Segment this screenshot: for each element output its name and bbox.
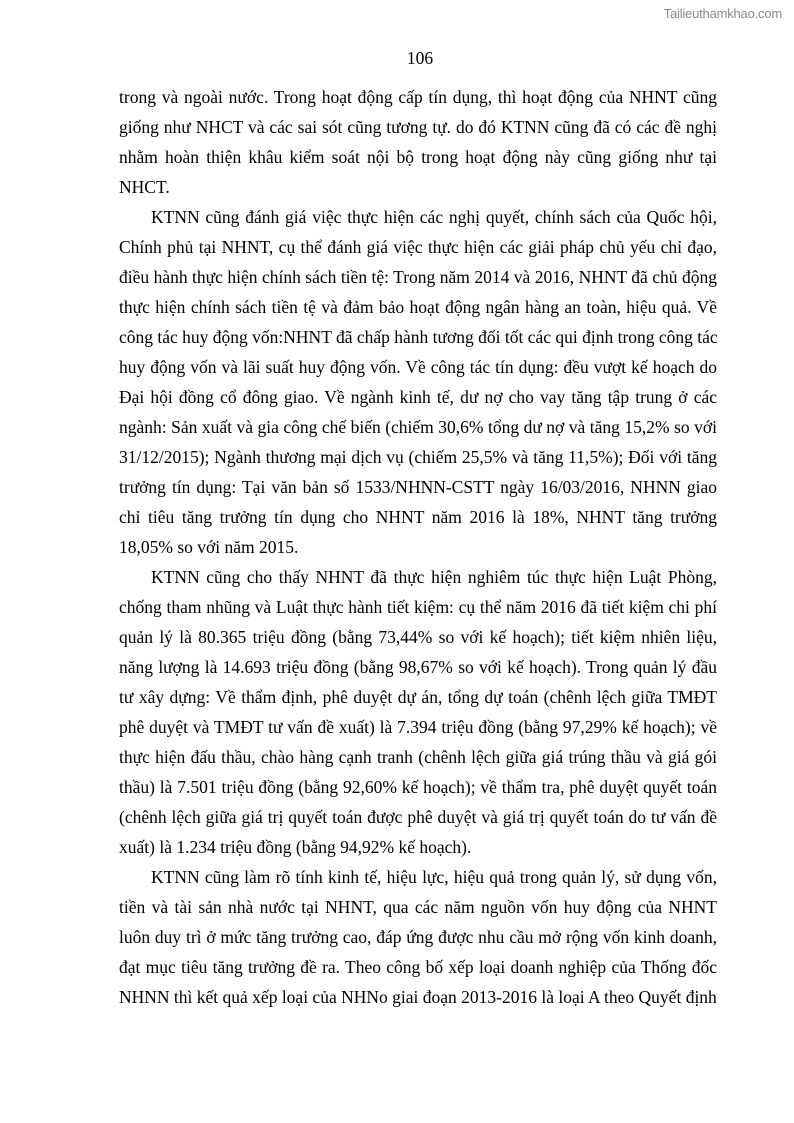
- text-line: KTNN cũng cho thấy NHNT đã thực hiện nghiêm túc thực hiện Luật Phòng,: [151, 567, 717, 587]
- text-line: NHNN thì kết quả xếp loại của NHNo giai đoạn 2013-2016 là loại A theo Quyết định: [119, 987, 717, 1007]
- text-line: chống tham nhũng và Luật thực hành tiết kiệm: cụ thể năm 2016 đã tiết kiệm chi phí: [119, 597, 717, 617]
- text-line: thầu) là 7.501 triệu đồng (bằng 92,60% kế hoạch); về thẩm tra, phê duyệt quyết toán: [119, 777, 717, 797]
- paragraph: [119, 82, 717, 202]
- text-line: trưởng tín dụng: Tại văn bản số 1533/NHNN-CSTT ngày 16/03/2016, NHNN giao: [119, 477, 717, 497]
- text-line: KTNN cũng làm rõ tính kinh tế, hiệu lực, hiệu quả trong quản lý, sử dụng vốn,: [151, 867, 717, 887]
- paragraph: [119, 562, 717, 862]
- text-line: tiền và tài sản nhà nước tại NHNT, qua các năm nguồn vốn huy động của NHNT: [119, 897, 717, 917]
- text-line: quản lý là 80.365 triệu đồng (bằng 73,44% so với kế hoạch); tiết kiệm nhiên liệu,: [119, 627, 717, 647]
- text-line: giống như NHCT và các sai sót cũng tương tự. do đó KTNN cũng đã có các đề nghị: [119, 117, 717, 137]
- watermark: Tailieuthamkhao.com: [663, 6, 782, 21]
- text-line: huy động vốn và lãi suất huy động vốn. Về công tác tín dụng: đều vượt kế hoạch do: [119, 357, 717, 377]
- text-line: Đại hội đồng cổ đông giao. Về ngành kinh tế, dư nợ cho vay tăng tập trung ở các: [119, 387, 717, 407]
- document-body: [119, 82, 717, 1012]
- paragraph: [119, 202, 717, 562]
- page-number: 106: [406, 48, 434, 68]
- text-line: thực hiện chính sách tiền tệ và đảm bảo hoạt động ngân hàng an toàn, hiệu quả. Về: [119, 297, 717, 317]
- text-line: 31/12/2015); Ngành thương mại dịch vụ (chiếm 25,5% và tăng 11,5%); Đối với tăng: [119, 447, 717, 467]
- text-line: nhằm hoàn thiện khâu kiểm soát nội bộ trong hoạt động này cũng giống như tại: [119, 147, 717, 167]
- text-line: chỉ tiêu tăng trưởng tín dụng cho NHNT năm 2016 là 18%, NHNT tăng trưởng: [119, 507, 717, 527]
- text-line: phê duyệt và TMĐT tư vấn đề xuất) là 7.394 triệu đồng (bằng 97,29% kế hoạch); về: [119, 717, 717, 737]
- text-line: công tác huy động vốn:NHNT đã chấp hành tương đối tốt các qui định trong công tác: [119, 327, 718, 347]
- text-line: (chênh lệch giữa giá trị quyết toán được phê duyệt và giá trị quyết toán do tư vấn đề: [119, 807, 717, 827]
- text-line: luôn duy trì ở mức tăng trưởng cao, đáp ứng được nhu cầu mở rộng vốn kinh doanh,: [119, 927, 717, 947]
- text-line: năng lượng là 14.693 triệu đồng (bằng 98,67% so với kế hoạch). Trong quản lý đầu: [119, 657, 717, 677]
- text-line: ngành: Sản xuất và gia công chế biến (chiếm 30,6% tổng dư nợ và tăng 15,2% so với: [119, 417, 717, 437]
- text-line: điều hành thực hiện chính sách tiền tệ: Trong năm 2014 và 2016, NHNT đã chủ động: [119, 267, 717, 287]
- paragraph: [119, 862, 717, 1012]
- text-line: KTNN cũng đánh giá việc thực hiện các nghị quyết, chính sách của Quốc hội,: [151, 207, 717, 227]
- text-line: Chính phủ tại NHNT, cụ thể đánh giá việc thực hiện các giải pháp chủ yếu chỉ đạo,: [119, 237, 717, 257]
- text-line: tư xây dựng: Về thẩm định, phê duyệt dự án, tổng dự toán (chênh lệch giữa TMĐT: [119, 687, 717, 707]
- text-line: 18,05% so với năm 2015.: [119, 537, 299, 557]
- text-line: thực hiện đấu thầu, chào hàng cạnh tranh (chênh lệch giữa giá trúng thầu và giá gói: [119, 747, 717, 767]
- text-line: NHCT.: [119, 177, 170, 197]
- text-line: trong và ngoài nước. Trong hoạt động cấp tín dụng, thì hoạt động của NHNT cũng: [119, 87, 717, 107]
- text-line: đạt mục tiêu tăng trưởng đề ra. Theo công bố xếp loại doanh nghiệp của Thống đốc: [119, 957, 717, 977]
- text-line: xuất) là 1.234 triệu đồng (bằng 94,92% kế hoạch).: [119, 837, 472, 857]
